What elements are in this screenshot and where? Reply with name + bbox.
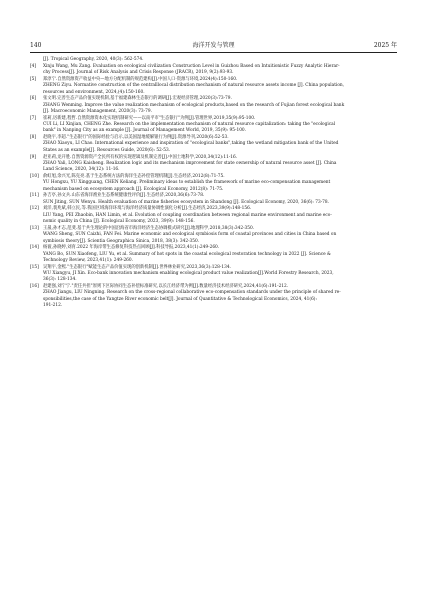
journal-title: 海洋开发与管理 (192, 42, 235, 49)
reference-item (30, 135, 397, 154)
reference-text-line: chy Process[J]. Journal of Risk Analysis and Crisis Response (JRACR), 2019, 9(2):93-93. (43, 70, 234, 76)
reference-item (30, 265, 397, 284)
reference-number: [8] (30, 135, 37, 141)
reference-text-line: SUN Jiting, SUN Wenyu. Health evaluation of marine fisheries ecosystem in Shandong [J]. Ecological Economy, 2020, 36(6): 73-78. (43, 199, 330, 205)
page-number: 140 (30, 42, 42, 49)
reference-number: [7] (30, 115, 37, 121)
reference-item (30, 226, 397, 245)
reference-text-line: States as an example[J]. Resources Guide, 2020(6): 52-53. (43, 147, 171, 153)
reference-text-line: bank" in Nanping City as an example [J]. Journal of Management World, 2019, 35(9): 95-100. (43, 128, 247, 134)
reference-text-line: Technology Review, 2023,41(1): 249-260. (43, 257, 134, 263)
reference-item (30, 284, 397, 309)
reference-text-line: WU Xiangyu, JI Xin. Eco-bank innovation mechanism enabling ecological product value realization[J].World Forestry Research, 2023, (43, 271, 334, 277)
reference-item (30, 77, 397, 96)
reference-text-line: 孙吉亭,孙文兵.山东省海洋渔业生态系统健康性评价[J].生态经济,2020,36(6):73-78. (43, 193, 205, 199)
reference-text-line: 杨彼,孙晓婷,刘育.2022 年海岸带生态修复科技热点回顾[J].科技导报,2023,41(1):249-260. (43, 245, 220, 251)
reference-text-line: 赵亚莉,龙开胜.自然资源资产全民所有权的实现逻辑及机制完善[J].中国土地科学,2020,34(12):11-16. (43, 154, 238, 160)
reference-text-line: ZHAO Xiaoyu, LI Chao. International experience and inspiration of "ecological banks",taking the wetland mitigation bank of the United (43, 141, 339, 147)
reference-number: [4] (30, 63, 37, 69)
reference-item (30, 174, 397, 193)
reference-text-line: 张文明.完善生态产品价值实现机制,基于福建森林生态银行的调研[J].宏观经济管理,2020(3):73-79. (43, 96, 232, 102)
reference-text-line: resources and environment, 2024,(4):150-160. (43, 89, 145, 95)
reference-text-line: 赵建强,刘宁宁."责任共担"原则下区际协同生态补偿标准研究,以长江经济带为例[J].数量经济技术经济研究,2024,41(6):191-212. (43, 284, 289, 290)
reference-number: [11] (30, 193, 39, 199)
reference-item (30, 57, 397, 63)
reference-number: [9] (30, 154, 37, 160)
reference-number: [12] (30, 206, 39, 212)
reference-text-line: CUI Li, LI Xinjian, CHENG Zhe. Research on the implementation mechanism of natural resource capitalization: taking the "ecological (43, 122, 336, 127)
page-header (30, 42, 397, 53)
reference-text-line: Xinju Wang, Mu Zang. Evaluation on ecological civilization Construction Level in Guizhou Based on Intuitionistic Fuzzy Analytic Hierar- (43, 63, 340, 69)
reference-text-line: LIU Yang, PEI Zhaobin, HAN Limin, et al. Evolution of coupling coordination between regional marine environment and marine eco- (43, 212, 332, 218)
reference-text-line: 赵晓宇,李超."生态银行"的国际经验与启示,以美国湿地缓解银行为例[J].资源导刊,2020(6):52-53. (43, 135, 229, 141)
reference-text-line: 崔莉,厉新建,程哲.自然资源资本化实现机制研究——以南平市"生态银行"为例[J].管理世界,2019,35(9):95-100. (43, 115, 256, 121)
reference-text-line: YU Hongxu, YU Xingguang, CHEN Keliang. Preliminary ideas to establish the framework of marine eco-compensation management (43, 180, 331, 186)
reference-text-line: nomic quality in China [J]. Ecological Economy, 2023, 39(9): 148-156. (43, 219, 195, 225)
reference-text-line: 吴翔宇,金熙."生态银行"赋能生态产品价值实现的创新机制[J].世界林业研究,2023,36(3):128-134. (43, 264, 231, 270)
reference-text-line: 俞虹旭,余兴光,陈克亮.基于生态系统方法的海洋生态补偿管理机制[J].生态经济,2012(8):71-75. (43, 173, 225, 179)
reference-text-line: 刘洋,裴兆斌,韩立民,等.我国区域海洋环境与海洋经济质量协调性演化分析[J].生态经济,2023,39(9):148-156. (43, 206, 252, 212)
reference-number: [10] (30, 173, 39, 179)
reference-item (30, 155, 397, 174)
reference-text-line: WANG Sheng, SUN Caizhi, FAN Fei. Marine economic and ecological symbiosis form of coastal provinces and cities in China based on (43, 232, 337, 238)
reference-text-line: 郑淳宁.自然资源资产收益中央—地方分配机制的规范建构[J].中国人口·资源与环境,2024(4):150-160. (43, 76, 238, 82)
reference-number: [5] (30, 76, 37, 82)
reference-text-line: [J]. Tropical Geography, 2020, 40(3): 562-574. (43, 57, 144, 62)
reference-list (30, 57, 397, 310)
reference-item (30, 206, 397, 225)
reference-text-line: symbiosis theory[J]. Scientia Geographica Sinica, 2018, 38(3): 342-350. (43, 238, 200, 244)
publication-year: 2025 年 (373, 42, 397, 49)
reference-number: [13] (30, 225, 39, 231)
reference-text-line: ZHAO Jiangu, LIU Ningning. Research on the cross-regional collaborative eco-compensation standards under the principle of shared re- (43, 290, 341, 296)
reference-text-line: mechanism based on ecosystem approach [J]. Ecological Economy, 2012(8): 71-75. (43, 186, 224, 192)
reference-text-line: ZHAO Yali, LONG Kaisheng. Realization logic and its mechanism improvement for state ownership of natural resource asset [J]. China (43, 160, 337, 166)
reference-item (30, 64, 397, 77)
reference-item (30, 245, 397, 264)
reference-item (30, 116, 397, 135)
reference-number: [16] (30, 284, 39, 290)
reference-text-line: 191-212. (43, 303, 63, 309)
reference-text-line: Land Science, 2020, 34(12): 11-16. (43, 167, 120, 173)
reference-item (30, 193, 397, 206)
reference-number: [15] (30, 264, 39, 270)
reference-item (30, 96, 397, 115)
reference-number: [14] (30, 245, 39, 251)
reference-text-line: [J]. Macroeconomic Management, 2020(3): 73-79. (43, 108, 152, 114)
reference-number: [6] (30, 96, 37, 102)
reference-text-line: ZHENG Ziyu. Normative construction of the centralllocal distribution mechanism of natural resource assets income [J]. China population, (43, 83, 345, 89)
reference-text-line: sponsibilities,the case of the Yangtze River economic belt[J]. Journal of Quantitative & Technological Economics, 2024, 41(6): (43, 296, 317, 302)
reference-text-line: 王晟,孙才志,范斐.基于共生理论的中国沿海省市海洋经济生态协调模式研究[J].地理科学,2018,38(3):342-350. (43, 225, 255, 231)
reference-text-line: YANG Bo, SUN Xiaofeng, LIU Yu, et al. Summary of hot spots in the coastal ecological restoration technology in 2022 [J]. Science & (43, 251, 331, 257)
reference-text-line: 36(3): 128-134. (43, 277, 77, 283)
reference-text-line: ZHANG Wenming. Improve the value realization mechanism of ecological products,based on the research of Fujian forest ecological bank (43, 102, 345, 108)
